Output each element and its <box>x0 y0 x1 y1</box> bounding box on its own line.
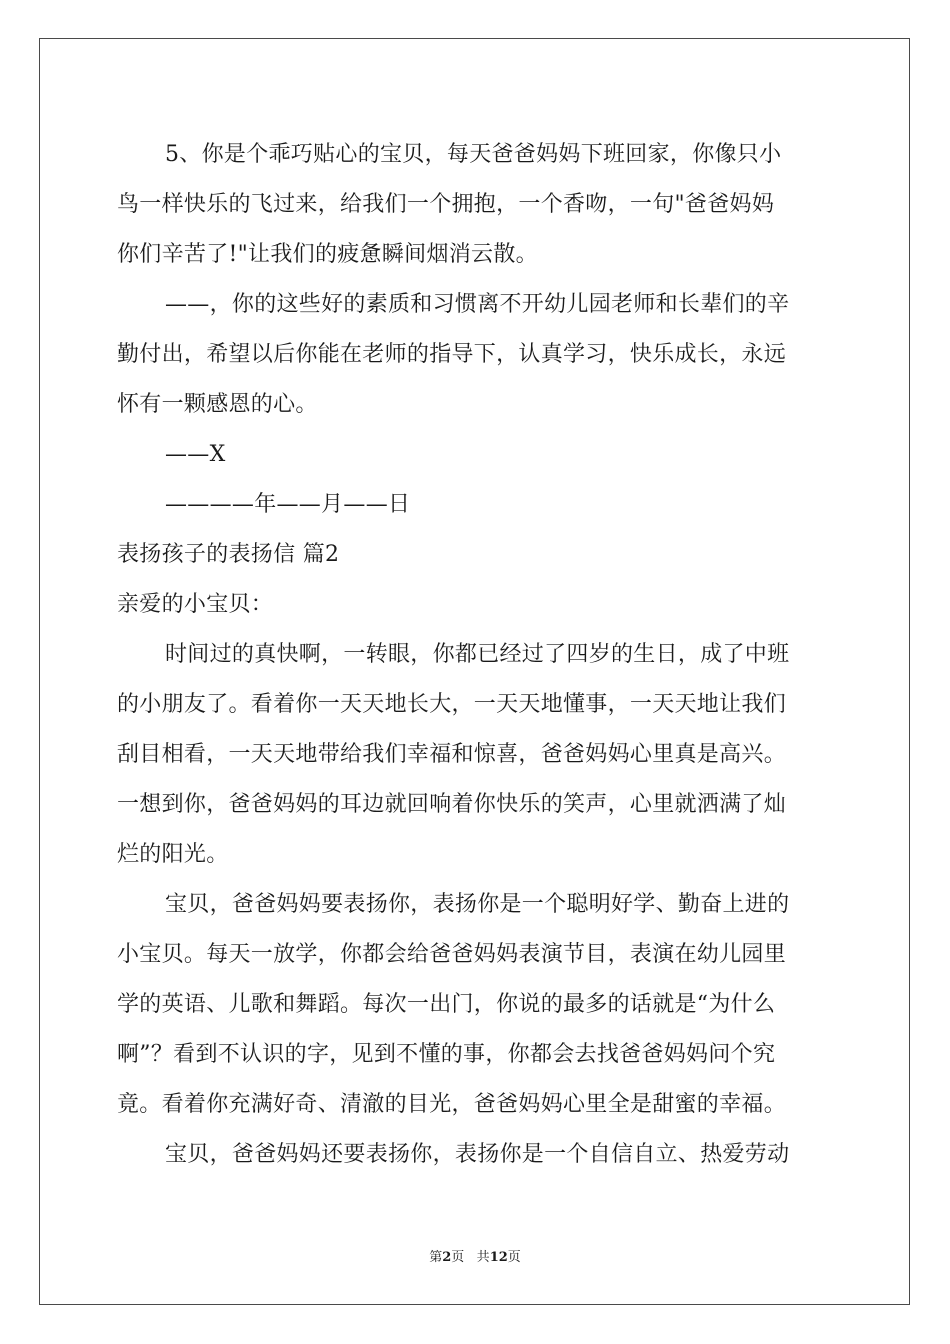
footer-total-suffix: 页 <box>507 1250 521 1265</box>
text-line: 宝贝，爸爸妈妈还要表扬你，表扬你是一个自信自立、热爱劳动 <box>165 1142 790 1167</box>
current-page-number: 2 <box>442 1250 452 1265</box>
total-page-count: 12 <box>489 1250 508 1265</box>
footer-total-prefix: 共 <box>476 1250 490 1265</box>
document-body <box>117 130 833 1180</box>
text-line: 的小朋友了。看着你一天天地长大，一天天地懂事，一天天地让我们 <box>117 692 787 717</box>
text-line: 5、你是个乖巧贴心的宝贝，每天爸爸妈妈下班回家，你像只小 <box>165 142 782 167</box>
date-line: ————年——月——日 <box>165 492 411 517</box>
salutation: 亲爱的小宝贝： <box>117 592 274 617</box>
text-line: 勤付出，希望以后你能在老师的指导下，认真学习，快乐成长，永远 <box>117 342 787 367</box>
text-line: 竟。看着你充满好奇、清澈的目光，爸爸妈妈心里全是甜蜜的幸福。 <box>117 1092 787 1117</box>
text-line: 一想到你，爸爸妈妈的耳边就回响着你快乐的笑声，心里就洒满了灿 <box>117 792 787 817</box>
text-line: 啊”？看到不认识的字，见到不懂的事，你都会去找爸爸妈妈问个究 <box>117 1042 776 1067</box>
text-line: 鸟一样快乐的飞过来，给我们一个拥抱，一个香吻，一句"爸爸妈妈 <box>117 192 775 217</box>
text-line: 小宝贝。每天一放学，你都会给爸爸妈妈表演节目，表演在幼儿园里 <box>117 942 787 967</box>
text-line: 刮目相看，一天天地带给我们幸福和惊喜，爸爸妈妈心里真是高兴。 <box>117 742 787 767</box>
text-line: ——，你的这些好的素质和习惯离不开幼儿园老师和长辈们的辛 <box>165 292 790 317</box>
text-line: 宝贝，爸爸妈妈要表扬你，表扬你是一个聪明好学、勤奋上进的 <box>165 892 790 917</box>
footer-page-suffix: 页 <box>451 1250 465 1265</box>
text-line: 学的英语、儿歌和舞蹈。每次一出门，你说的最多的话就是“为什么 <box>117 992 776 1017</box>
footer-prefix: 第 <box>429 1250 443 1265</box>
section-heading: 表扬孩子的表扬信 篇2 <box>117 542 340 567</box>
signature-line: ——X <box>165 442 226 467</box>
text-line: 烂的阳光。 <box>117 842 229 867</box>
text-line: 你们辛苦了!"让我们的疲惫瞬间烟消云散。 <box>117 242 538 267</box>
text-line: 时间过的真快啊，一转眼，你都已经过了四岁的生日，成了中班 <box>165 642 790 667</box>
text-line: 怀有一颗感恩的心。 <box>117 392 318 417</box>
page-footer <box>0 1246 950 1265</box>
